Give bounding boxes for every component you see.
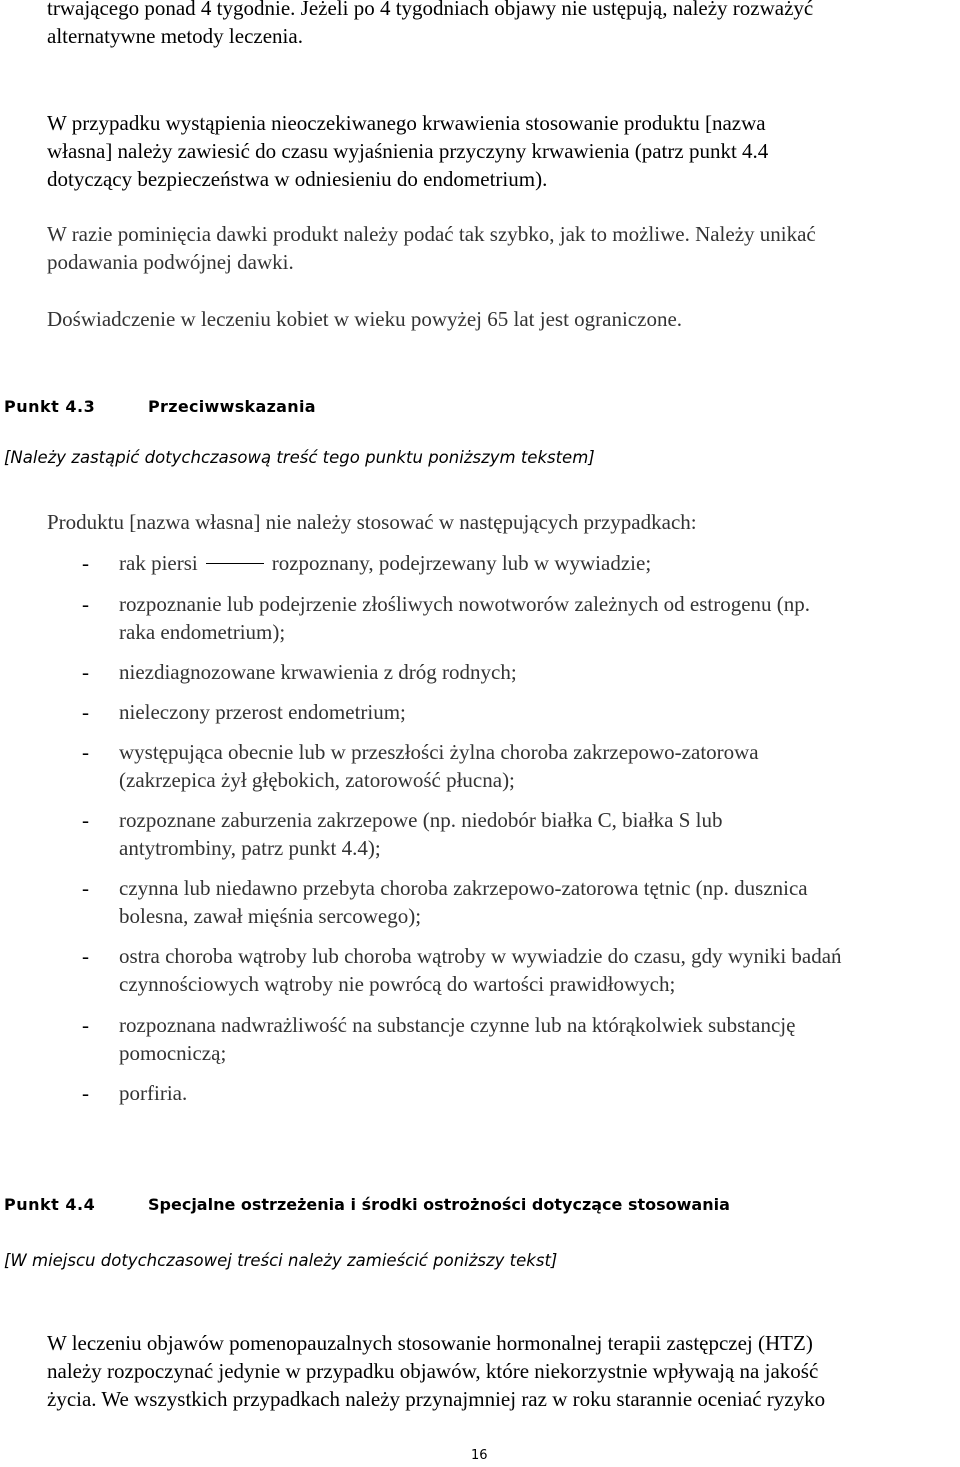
list-item-text	[119, 942, 842, 998]
text-line: występująca obecnie lub w przeszłości żylna choroba zakrzepowo-zatorowa	[119, 740, 759, 764]
list-dash: -	[82, 1081, 89, 1105]
list-dash: -	[82, 592, 89, 616]
section-4-4-label: Punkt 4.4	[4, 1195, 96, 1214]
text-line: Doświadczenie w leczeniu kobiet w wieku powyżej 65 lat jest ograniczone.	[47, 307, 683, 331]
list-item-text	[119, 806, 723, 862]
page-number: 16	[471, 1448, 488, 1463]
experience-paragraph	[47, 305, 682, 333]
text-line: W razie pominięcia dawki produkt należy podać tak szybko, jak to możliwe. Należy unikać	[47, 222, 816, 246]
text-line: alternatywne metody leczenia.	[47, 24, 303, 48]
list-item-text	[119, 698, 406, 726]
text-line: W leczeniu objawów pomenopauzalnych stosowanie hormonalnej terapii zastępczej (HTZ)	[47, 1331, 813, 1355]
text-line: raka endometrium);	[119, 620, 286, 644]
list-item-text	[119, 658, 517, 686]
list-item-text	[119, 1011, 795, 1067]
text-line: niezdiagnozowane krwawienia z dróg rodnych;	[119, 660, 517, 684]
list-item-text	[119, 549, 651, 577]
section-4-4-body	[47, 1329, 825, 1413]
list-dash: -	[82, 808, 89, 832]
text-line: trwającego ponad 4 tygodnie. Jeżeli po 4 tygodniach objawy nie ustępują, należy rozważyć	[47, 0, 814, 20]
text-line: dotyczący bezpieczeństwa w odniesieniu do endometrium).	[47, 167, 548, 191]
text-line: bolesna, zawał mięśnia sercowego);	[119, 904, 422, 928]
section-4-4-instruction: [W miejscu dotychczasowej treści należy zamieścić poniższy tekst]	[4, 1251, 558, 1270]
section-4-3-title: Przeciwwskazania	[148, 397, 316, 416]
text-line: (zakrzepica żył głębokich, zatorowość płucna);	[119, 768, 515, 792]
list-dash: -	[82, 1013, 89, 1037]
list-item-text	[119, 874, 808, 930]
text-line: rozpoznana nadwrażliwość na substancje czynne lub na którąkolwiek substancję	[119, 1013, 796, 1037]
list-dash: -	[82, 944, 89, 968]
list-dash: -	[82, 700, 89, 724]
section-4-3-instruction: [Należy zastąpić dotychczasową treść tego punktu poniższym tekstem]	[4, 448, 595, 467]
list-dash: -	[82, 660, 89, 684]
em-dash-line	[206, 563, 264, 564]
list-dash: -	[82, 740, 89, 764]
list-item-text	[119, 738, 759, 794]
text-line: czynna lub niedawno przebyta choroba zakrzepowo-zatorowa tętnic (np. dusznica	[119, 876, 808, 900]
text-line: rozpoznanie lub podejrzenie złośliwych nowotworów zależnych od estrogenu (np.	[119, 592, 811, 616]
text-line: czynnościowych wątroby nie powrócą do wartości prawidłowych;	[119, 972, 676, 996]
text-line: należy rozpoczynać jedynie w przypadku objawów, które niekorzystnie wpływają na jakość	[47, 1359, 819, 1383]
list-dash: -	[82, 876, 89, 900]
missed-dose-paragraph	[47, 220, 816, 276]
continuation-paragraph	[47, 0, 813, 50]
text-line: podawania podwójnej dawki.	[47, 250, 294, 274]
list-item-text-before: rak piersi	[119, 551, 198, 575]
list-dash: -	[82, 551, 89, 575]
text-line: życia. We wszystkich przypadkach należy przynajmniej raz w roku starannie oceniać ryzyko	[47, 1387, 826, 1411]
section-4-3-label: Punkt 4.3	[4, 397, 96, 416]
bleeding-paragraph	[47, 109, 768, 193]
text-line: antytrombiny, patrz punkt 4.4);	[119, 836, 381, 860]
list-item-text	[119, 590, 810, 646]
text-line: nieleczony przerost endometrium;	[119, 700, 406, 724]
text-line: pomocniczą;	[119, 1041, 227, 1065]
text-line: własna] należy zawiesić do czasu wyjaśnienia przyczyny krwawienia (patrz punkt 4.4	[47, 139, 769, 163]
list-item-text-after: rozpoznany, podejrzewany lub w wywiadzie;	[271, 551, 652, 575]
text-line: rozpoznane zaburzenia zakrzepowe (np. niedobór białka C, białka S lub	[119, 808, 723, 832]
text-line: ostra choroba wątroby lub choroba wątroby w wywiadzie do czasu, gdy wyniki badań	[119, 944, 842, 968]
text-line: porfiria.	[119, 1081, 188, 1105]
list-item-text	[119, 1079, 187, 1107]
section-4-4-title: Specjalne ostrzeżenia i środki ostrożności dotyczące stosowania	[148, 1195, 730, 1214]
text-line: W przypadku wystąpienia nieoczekiwanego krwawienia stosowanie produktu [nazwa	[47, 111, 766, 135]
contraindications-intro: Produktu [nazwa własna] nie należy stosować w następujących przypadkach:	[47, 510, 697, 534]
